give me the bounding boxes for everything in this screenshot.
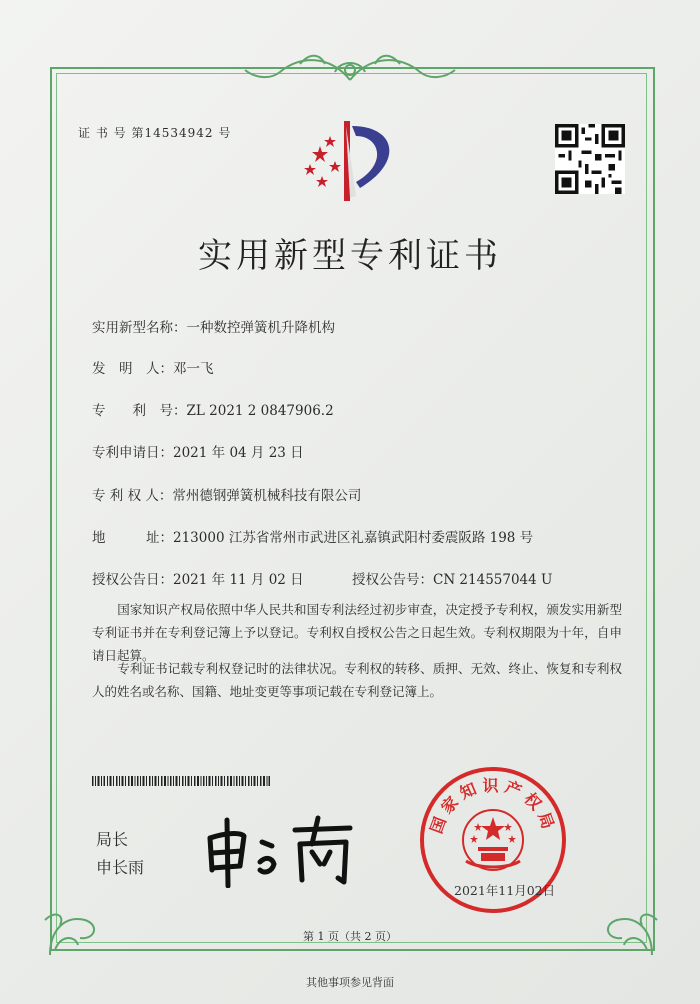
director-name: 申长雨 [96,858,145,877]
field-label: 专利申请日： [92,445,173,461]
body-paragraph-1: 国家知识产权局依照中华人民共和国专利法经过初步审查，决定授予专利权，颁发实用新型专利证书并在专利登记簿上予以登记。专利权自授权公告之日起生效。专利权期限为十年，自申请日起算。 [92,602,622,663]
field-address [92,526,533,546]
field-label: 发 明 人： [92,361,173,377]
field-application-date [92,441,304,461]
field-value: 213000 江苏省常州市武进区礼嘉镇武阳村委震阪路 198 号 [173,530,534,546]
field-value: CN 214557044 U [433,572,553,588]
field-label: 地 址： [92,530,173,546]
top-ornament [240,50,460,90]
field-label: 授权公告号： [352,572,433,588]
field-grant-number [352,568,552,588]
body-paragraph-2: 专利证书记载专利权登记时的法律状况。专利权的转移、质押、无效、终止、恢复和专利权人的姓名或名称、国籍、地址变更等事项记载在专利登记簿上。 [92,661,622,699]
field-value: 邓一飞 [173,361,214,377]
cnipa-logo-icon [300,116,410,206]
bottom-left-ornament [40,880,110,960]
field-label: 实用新型名称： [92,320,187,336]
field-inventor [92,357,214,377]
field-grant-date [92,568,304,588]
field-label: 授权公告日： [92,572,173,588]
seal-date: 2021年11月02日 [454,883,556,898]
handwritten-signature [200,808,360,888]
certificate-title: 实用新型专利证书 [198,236,502,276]
field-patent-number [92,399,334,419]
bottom-right-ornament [592,880,662,960]
certificate-number: 证 书 号 第14534942 号 [78,126,232,140]
seal-text: 国家知识产权局 [426,775,560,837]
field-value: ZL 2021 2 0847906.2 [186,403,334,419]
director-title: 局长 [96,830,129,849]
footer-note: 其他事项参见背面 [306,976,394,989]
qr-code-icon [555,124,625,194]
page-number: 第 1 页（共 2 页） [303,930,397,943]
field-utility-model-name [92,316,335,336]
field-label: 专 利 号： [92,403,187,419]
field-value: 2021 年 11 月 02 日 [173,572,304,588]
field-patentee [92,484,361,504]
field-value: 2021 年 04 月 23 日 [173,445,304,461]
field-value: 常州德钢弹簧机械科技有限公司 [172,488,362,504]
field-label: 专 利 权 人： [92,488,173,504]
field-value: 一种数控弹簧机升降机构 [186,320,335,336]
barcode-icon [92,776,270,786]
